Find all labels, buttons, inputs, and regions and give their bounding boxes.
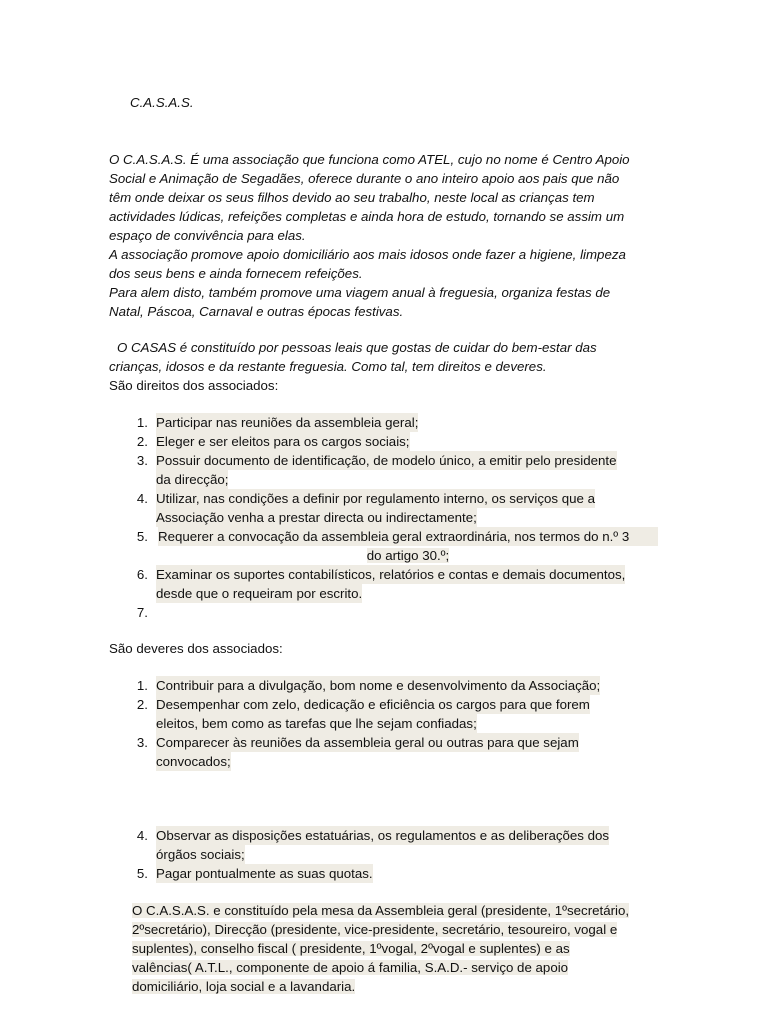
intro-line: têm onde deixar os seus filhos devido ao seu trabalho, neste local as crianças tem (109, 190, 595, 205)
item-text: Requerer a convocação da assembleia geral extraordinária, nos termos do n.º 3 (158, 527, 658, 546)
item-text: desde que o requeiram por escrito. (156, 586, 363, 601)
item-number: 4. (136, 828, 148, 843)
final-line: valências( A.T.L., componente de apoio á familia, S.A.D.- serviço de apoio (132, 960, 569, 975)
intro-line: dos seus bens e ainda fornecem refeições. (109, 266, 363, 281)
final-paragraph (132, 901, 629, 996)
item-text: Comparecer às reuniões da assembleia geral ou outras para que sejam (156, 735, 579, 750)
item-number: 4. (136, 491, 148, 506)
item-text: Utilizar, nas condições a definir por regulamento interno, os serviços que a (156, 491, 596, 506)
item-number: 5. (136, 866, 148, 881)
item-text: Contribuir para a divulgação, bom nome e desenvolvimento da Associação; (156, 678, 601, 693)
item-text: Observar as disposições estatuárias, os regulamentos e as deliberações dos (156, 828, 610, 843)
item-text: Desempenhar com zelo, dedicação e eficiência os cargos para que forem (156, 697, 590, 712)
item-number: 1. (136, 678, 148, 693)
final-line: 2ºsecretário), Direcção (presidente, vice-presidente, secretário, tesoureiro, vogal e (132, 922, 618, 937)
item-text: do artigo 30.º; (366, 548, 450, 563)
intro-line: A associação promove apoio domiciliário aos mais idosos onde fazer a higiene, limpeza (109, 247, 626, 262)
intro-line: Para alem disto, também promove uma viagem anual à freguesia, organiza festas de (109, 285, 611, 300)
intro-line: espaço de convivência para elas. (109, 228, 306, 243)
item-text: da direcção; (156, 472, 229, 487)
item-text: eleitos, bem como as tarefas que lhe sejam confiadas; (156, 716, 477, 731)
item-text: convocados; (156, 754, 231, 769)
final-line: O C.A.S.A.S. e constituído pela mesa da Assembleia geral (presidente, 1ºsecretário, (132, 903, 630, 918)
rights-heading: São direitos dos associados: (109, 378, 279, 393)
casas-line: O CASAS é constituído por pessoas leais que gostas de cuidar do bem-estar das (117, 340, 597, 355)
item-text: Possuir documento de identificação, de modelo único, a emitir pelo presidente (156, 453, 617, 468)
item-number: 2. (136, 697, 148, 712)
intro-line: O C.A.S.A.S. É uma associação que funciona como ATEL, cujo no nome é Centro Apoio (109, 152, 630, 167)
casas-line: crianças, idosos e da restante freguesia. Como tal, tem direitos e deveres. (109, 359, 547, 374)
duties-list-continued (126, 826, 686, 886)
intro-paragraph (109, 150, 630, 321)
item-number: 5. (136, 529, 148, 544)
item-number: 3. (136, 735, 148, 750)
item-text: Eleger e ser eleitos para os cargos sociais; (156, 434, 410, 449)
item-number: 7. (136, 605, 148, 620)
item-number: 2. (136, 434, 148, 449)
doc-title: C.A.S.A.S. (130, 95, 194, 110)
item-text: Examinar os suportes contabilísticos, relatórios e contas e demais documentos, (156, 567, 626, 582)
final-line: suplentes), conselho fiscal ( presidente, 1ºvogal, 2ºvogal e suplentes) e as (132, 941, 570, 956)
item-text: Associação venha a prestar directa ou indirectamente; (156, 510, 477, 525)
casas-paragraph (109, 338, 597, 376)
item-number: 1. (136, 415, 148, 430)
duties-heading: São deveres dos associados: (109, 641, 283, 656)
item-text: Pagar pontualmente as suas quotas. (156, 866, 373, 881)
item-text: Participar nas reuniões da assembleia geral; (156, 415, 419, 430)
final-line: domiciliário, loja social e a lavandaria. (132, 979, 356, 994)
duties-list (126, 676, 686, 776)
intro-line: Natal, Páscoa, Carnaval e outras épocas festivas. (109, 304, 404, 319)
intro-line: Social e Animação de Segadães, oferece durante o ano inteiro apoio aos pais que não (109, 171, 620, 186)
intro-line: actividades lúdicas, refeições completas e ainda hora de estudo, tornando se assim um (109, 209, 625, 224)
rights-list (126, 413, 686, 623)
item-number: 3. (136, 453, 148, 468)
item-text: órgãos sociais; (156, 847, 245, 862)
item-number: 6. (136, 567, 148, 582)
